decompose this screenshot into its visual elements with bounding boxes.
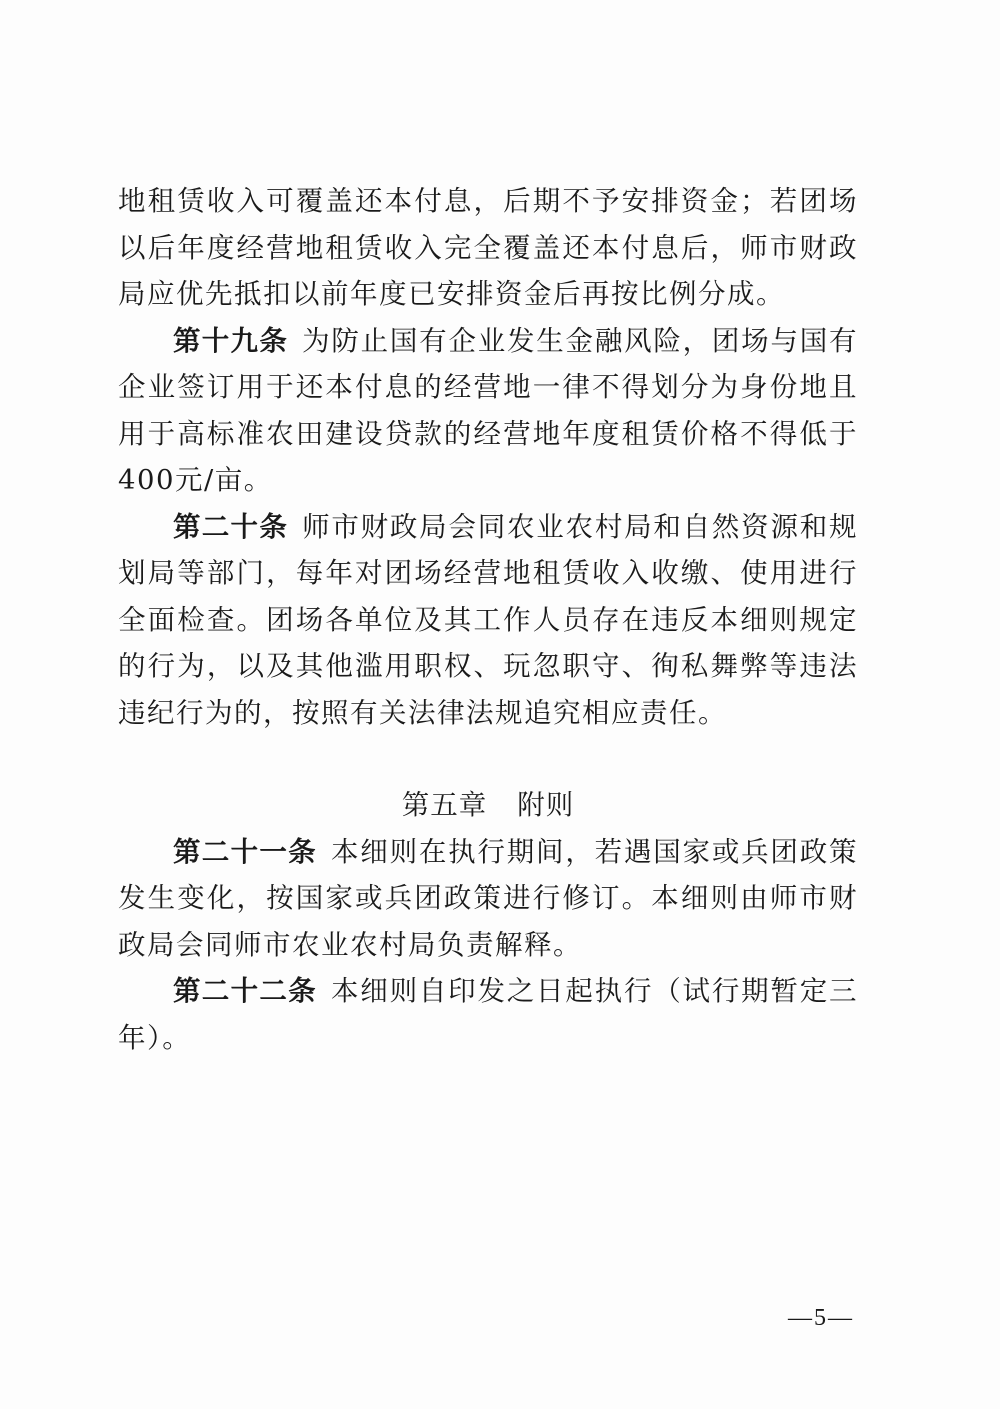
article-text: 本细则自印发之日起执行（试行期暂定三年）。 <box>118 975 859 1054</box>
article-20 <box>118 504 858 737</box>
chapter-number: 第五章 <box>401 789 488 821</box>
chapter-title: 附则 <box>517 789 575 821</box>
article-22 <box>118 968 858 1061</box>
article-number: 第二十条 <box>173 510 289 543</box>
article-19 <box>118 318 858 504</box>
article-21 <box>118 829 858 969</box>
paragraph-continued <box>118 178 858 318</box>
article-number: 第二十一条 <box>173 835 317 868</box>
document-body <box>118 178 858 1061</box>
article-text: 本细则在执行期间，若遇国家或兵团政策发生变化，按国家或兵团政策进行修订。本细则由师市财政局会同师市农业农村局负责解释。 <box>118 835 859 961</box>
page-number: —5— <box>788 1305 854 1331</box>
paragraph-text: 地租赁收入可覆盖还本付息，后期不予安排资金；若团场以后年度经营地租赁收入完全覆盖还本付息后，师市财政局应优先抵扣以前年度已安排资金后再按比例分成。 <box>118 185 858 310</box>
article-number: 第十九条 <box>173 324 289 357</box>
article-number: 第二十二条 <box>173 975 317 1007</box>
chapter-heading <box>118 782 858 829</box>
article-text: 为防止国有企业发生金融风险，团场与国有企业签订用于还本付息的经营地一律不得划分为身份地且用于高标准农田建设贷款的经营地年度租赁价格不得低于400元/亩。 <box>118 324 859 496</box>
article-text: 师市财政局会同农业农村局和自然资源和规划局等部门，每年对团场经营地租赁收入收缴、使用进行全面检查。团场各单位及其工作人员存在违反本细则规定的行为，以及其他滥用职权、玩忽职守、徇私舞弊等违法违纪行为的，按照有关法律法规追究相应责任。 <box>118 510 859 729</box>
